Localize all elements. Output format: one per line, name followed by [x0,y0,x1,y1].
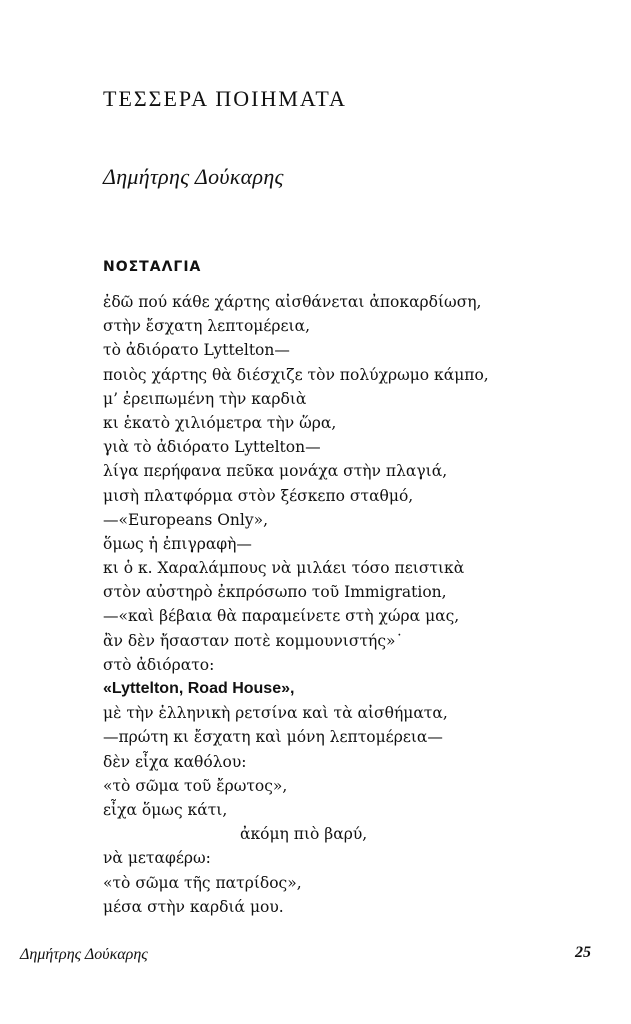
poem-line: στὸν αὐστηρὸ ἐκπρόσωπο τοῦ Immigration, [103,583,447,602]
poem-line: —«Europeans Only», [103,510,269,529]
poem-line: ἐδῶ πού κάθε χάρτης αἰσθάνεται ἀποκαρδίωση, [103,293,482,311]
poem-line: μέσα στὴν καρδιά μου. [103,897,284,916]
poem-line: γιὰ τὸ ἀδιόρατο Lyttelton— [103,438,321,457]
poem-line: μὲ τὴν ἑλληνικὴ ρετσίνα καὶ τὰ αἰσθήματα, [103,704,448,723]
poem-line: «τὸ σῶμα τοῦ ἔρωτος», [103,776,288,795]
author-name: Δημήτρης Δούκαρης [103,164,284,189]
poem-line: στὸ ἀδιόρατο: [103,655,215,674]
poem-title: ΝΟΣΤΑΛΓΙΑ [103,259,202,275]
poem-line: κι ἑκατὸ χιλιόμετρα τὴν ὥρα, [103,413,337,432]
poem-line: εἶχα ὅμως κάτι, [103,800,228,819]
poem-line: ὅμως ἡ ἐπιγραφὴ— [103,534,252,553]
poem-line: στὴν ἔσχατη λεπτομέρεια, [103,317,311,336]
page-title: ΤΕΣΣΕΡΑ ΠΟΙΗΜΑΤΑ [103,86,347,111]
footer-author: Δημήτρης Δούκαρης [20,946,148,963]
poem-body [103,290,489,919]
poem-line: «Lyttelton, Road House», [103,680,295,697]
poem-line: —«καὶ βέβαια θὰ παραμείνετε στὴ χώρα μας, [103,607,460,626]
poem-line: τὸ ἀδιόρατο Lyttelton— [103,341,290,360]
poem-line: —πρώτη κι ἔσχατη καὶ μόνη λεπτομέρεια— [103,728,443,747]
poem-line: κι ὁ κ. Χαραλάμπους νὰ μιλάει τόσο πειστικὰ [103,559,465,578]
poem-line: «τὸ σῶμα τῆς πατρίδος», [103,873,302,892]
poem-line: νὰ μεταφέρω: [103,849,211,868]
poem-line: ἀκόμη πιὸ βαρύ, [240,825,368,844]
poem-line: λίγα περήφανα πεῦκα μονάχα στὴν πλαγιά, [103,462,448,481]
page-number: 25 [575,944,591,961]
poem-line: μισὴ πλατφόρμα στὸν ξέσκεπο σταθμό, [103,486,414,505]
poem-line: δὲν εἶχα καθόλου: [103,752,247,771]
poem-line: μ’ ἐρειπωμένη τὴν καρδιὰ [103,389,307,408]
poem-line: ποιὸς χάρτης θὰ διέσχιζε τὸν πολύχρωμο κάμπο, [103,365,489,384]
poem-line: ἂν δὲν ἤσασταν ποτὲ κομμουνιστής»˙ [103,631,404,650]
